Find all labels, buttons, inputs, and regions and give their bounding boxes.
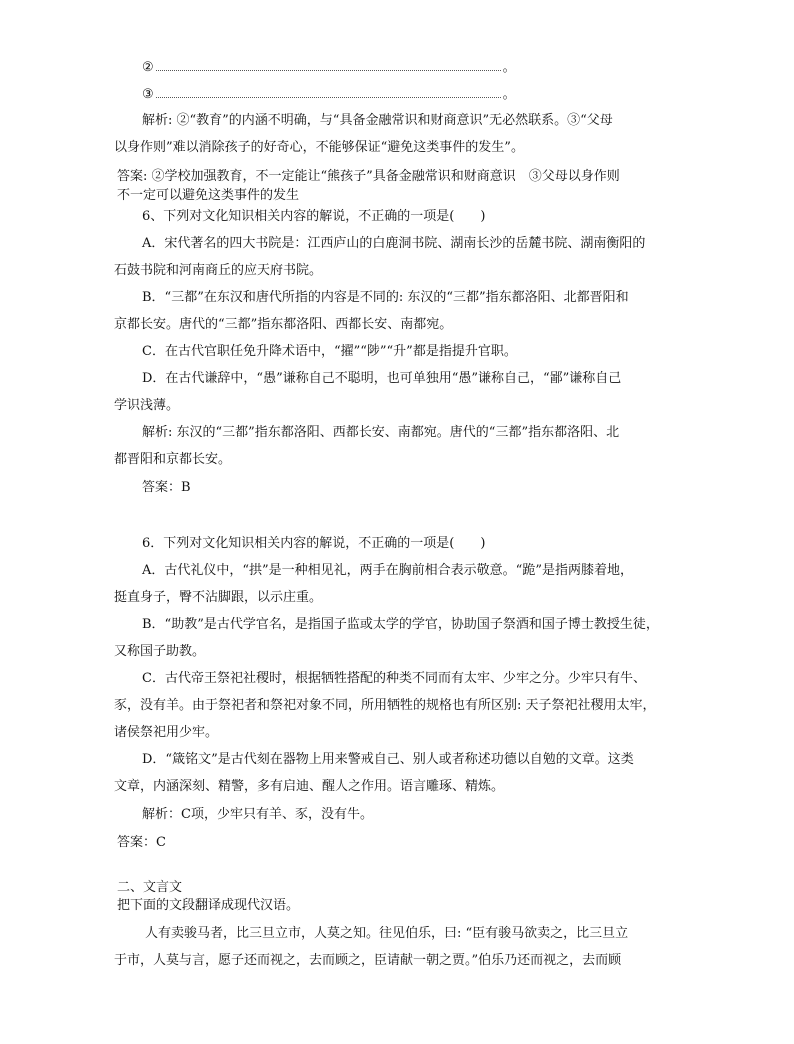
option-c-cont: 豕，没有羊。由于祭祀者和祭祀对象不同，所用牺牲的规格也有所区别: 天子祭祀社稷用太牢， xyxy=(114,698,656,713)
analysis-line: 解析：C项，少牢只有羊、豕，没有牛。 xyxy=(142,807,373,822)
answer-blank[interactable] xyxy=(156,85,501,98)
blank-number: ③ xyxy=(142,87,154,102)
option-a-cont: 石鼓书院和河南商丘的应天府书院。 xyxy=(114,263,323,278)
answer-line: 答案：C xyxy=(117,835,166,850)
option-a: A．古代礼仪中，“拱”是一种相见礼，两手在胸前相合表示敬意。“跪”是指两膝着地， xyxy=(142,563,633,578)
passage-line: 于市，人莫与言，愿子还而视之，去而顾之，臣请献一朝之贾。”伯乐乃还而视之，去而顾 xyxy=(114,953,622,968)
option-a: A．宋代著名的四大书院是：江西庐山的白鹿洞书院、湖南长沙的岳麓书院、湖南衡阳的 xyxy=(142,236,646,251)
option-b-cont: 京都长安。唐代的“三都”指东都洛阳、西都长安、南都宛。 xyxy=(114,317,453,332)
option-c: C．古代帝王祭祀社稷时，根据牺牲搭配的种类不同而有太牢、少牢之分。少牢只有牛、 xyxy=(142,671,646,686)
option-d-cont: 学识浅薄。 xyxy=(114,398,180,413)
answer-line: 答案: ②学校加强教育，不一定能让“熊孩子”具备金融常识和财商意识 ③父母以身作则 xyxy=(117,169,620,184)
answer-line: 不一定可以避免这类事件的发生 xyxy=(117,188,300,203)
option-d: D．在古代谦辞中，“愚”谦称自己不聪明，也可单独用“愚”谦称自己，“鄙”谦称自己 xyxy=(142,371,622,386)
blank-end: 。 xyxy=(502,87,516,102)
blank-end: 。 xyxy=(502,60,516,75)
analysis-line: 解析: ②“教育”的内涵不明确，与“具备金融常识和财商意识”无必然联系。③“父母 xyxy=(142,113,613,128)
option-c: C．在古代官职任免升降术语中，“擢”“陟”“升”都是指提升官职。 xyxy=(142,344,517,359)
answer-line: 答案：B xyxy=(142,480,191,495)
option-d: D．“箴铭文”是古代刻在器物上用来警戒自己、别人或者称述功德以自勉的文章。这类 xyxy=(142,752,634,767)
option-b: B．“助教”是古代学官名，是指国子监或太学的学官，协助国子祭酒和国子博士教授生徒， xyxy=(142,617,659,632)
option-a-cont: 挺直身子，臀不沾脚跟，以示庄重。 xyxy=(114,590,323,605)
answer-blank[interactable] xyxy=(156,58,501,71)
blank-line-2[interactable] xyxy=(142,58,516,77)
option-c-cont: 诸侯祭祀用少牢。 xyxy=(114,725,219,740)
analysis-line: 都晋阳和京都长安。 xyxy=(114,452,232,467)
question-stem: 6、下列对文化知识相关内容的解说，不正确的一项是( ) xyxy=(142,209,486,224)
blank-line-3[interactable] xyxy=(142,85,516,104)
blank-number: ② xyxy=(142,60,154,75)
option-b-cont: 又称国子助教。 xyxy=(114,644,206,659)
instruction: 把下面的文段翻译成现代汉语。 xyxy=(117,898,300,913)
option-b: B．“三都”在东汉和唐代所指的内容是不同的: 东汉的“三都”指东都洛阳、北都晋阳和 xyxy=(142,290,629,305)
passage-line: 人有卖骏马者，比三旦立市，人莫之知。往见伯乐，曰: “臣有骏马欲卖之，比三旦立 xyxy=(145,926,629,941)
analysis-line: 解析: 东汉的“三都”指东都洛阳、西都长安、南都宛。唐代的“三都”指东都洛阳、北 xyxy=(142,425,620,440)
question-stem: 6．下列对文化知识相关内容的解说，不正确的一项是( ) xyxy=(142,536,486,551)
section-heading: 二、文言文 xyxy=(117,880,183,895)
option-d-cont: 文章，内涵深刻、精警，多有启迪、醒人之作用。语言雕琢、精炼。 xyxy=(114,779,505,794)
analysis-line: 以身作则”难以消除孩子的好奇心，不能够保证“避免这类事件的发生”。 xyxy=(114,140,524,155)
